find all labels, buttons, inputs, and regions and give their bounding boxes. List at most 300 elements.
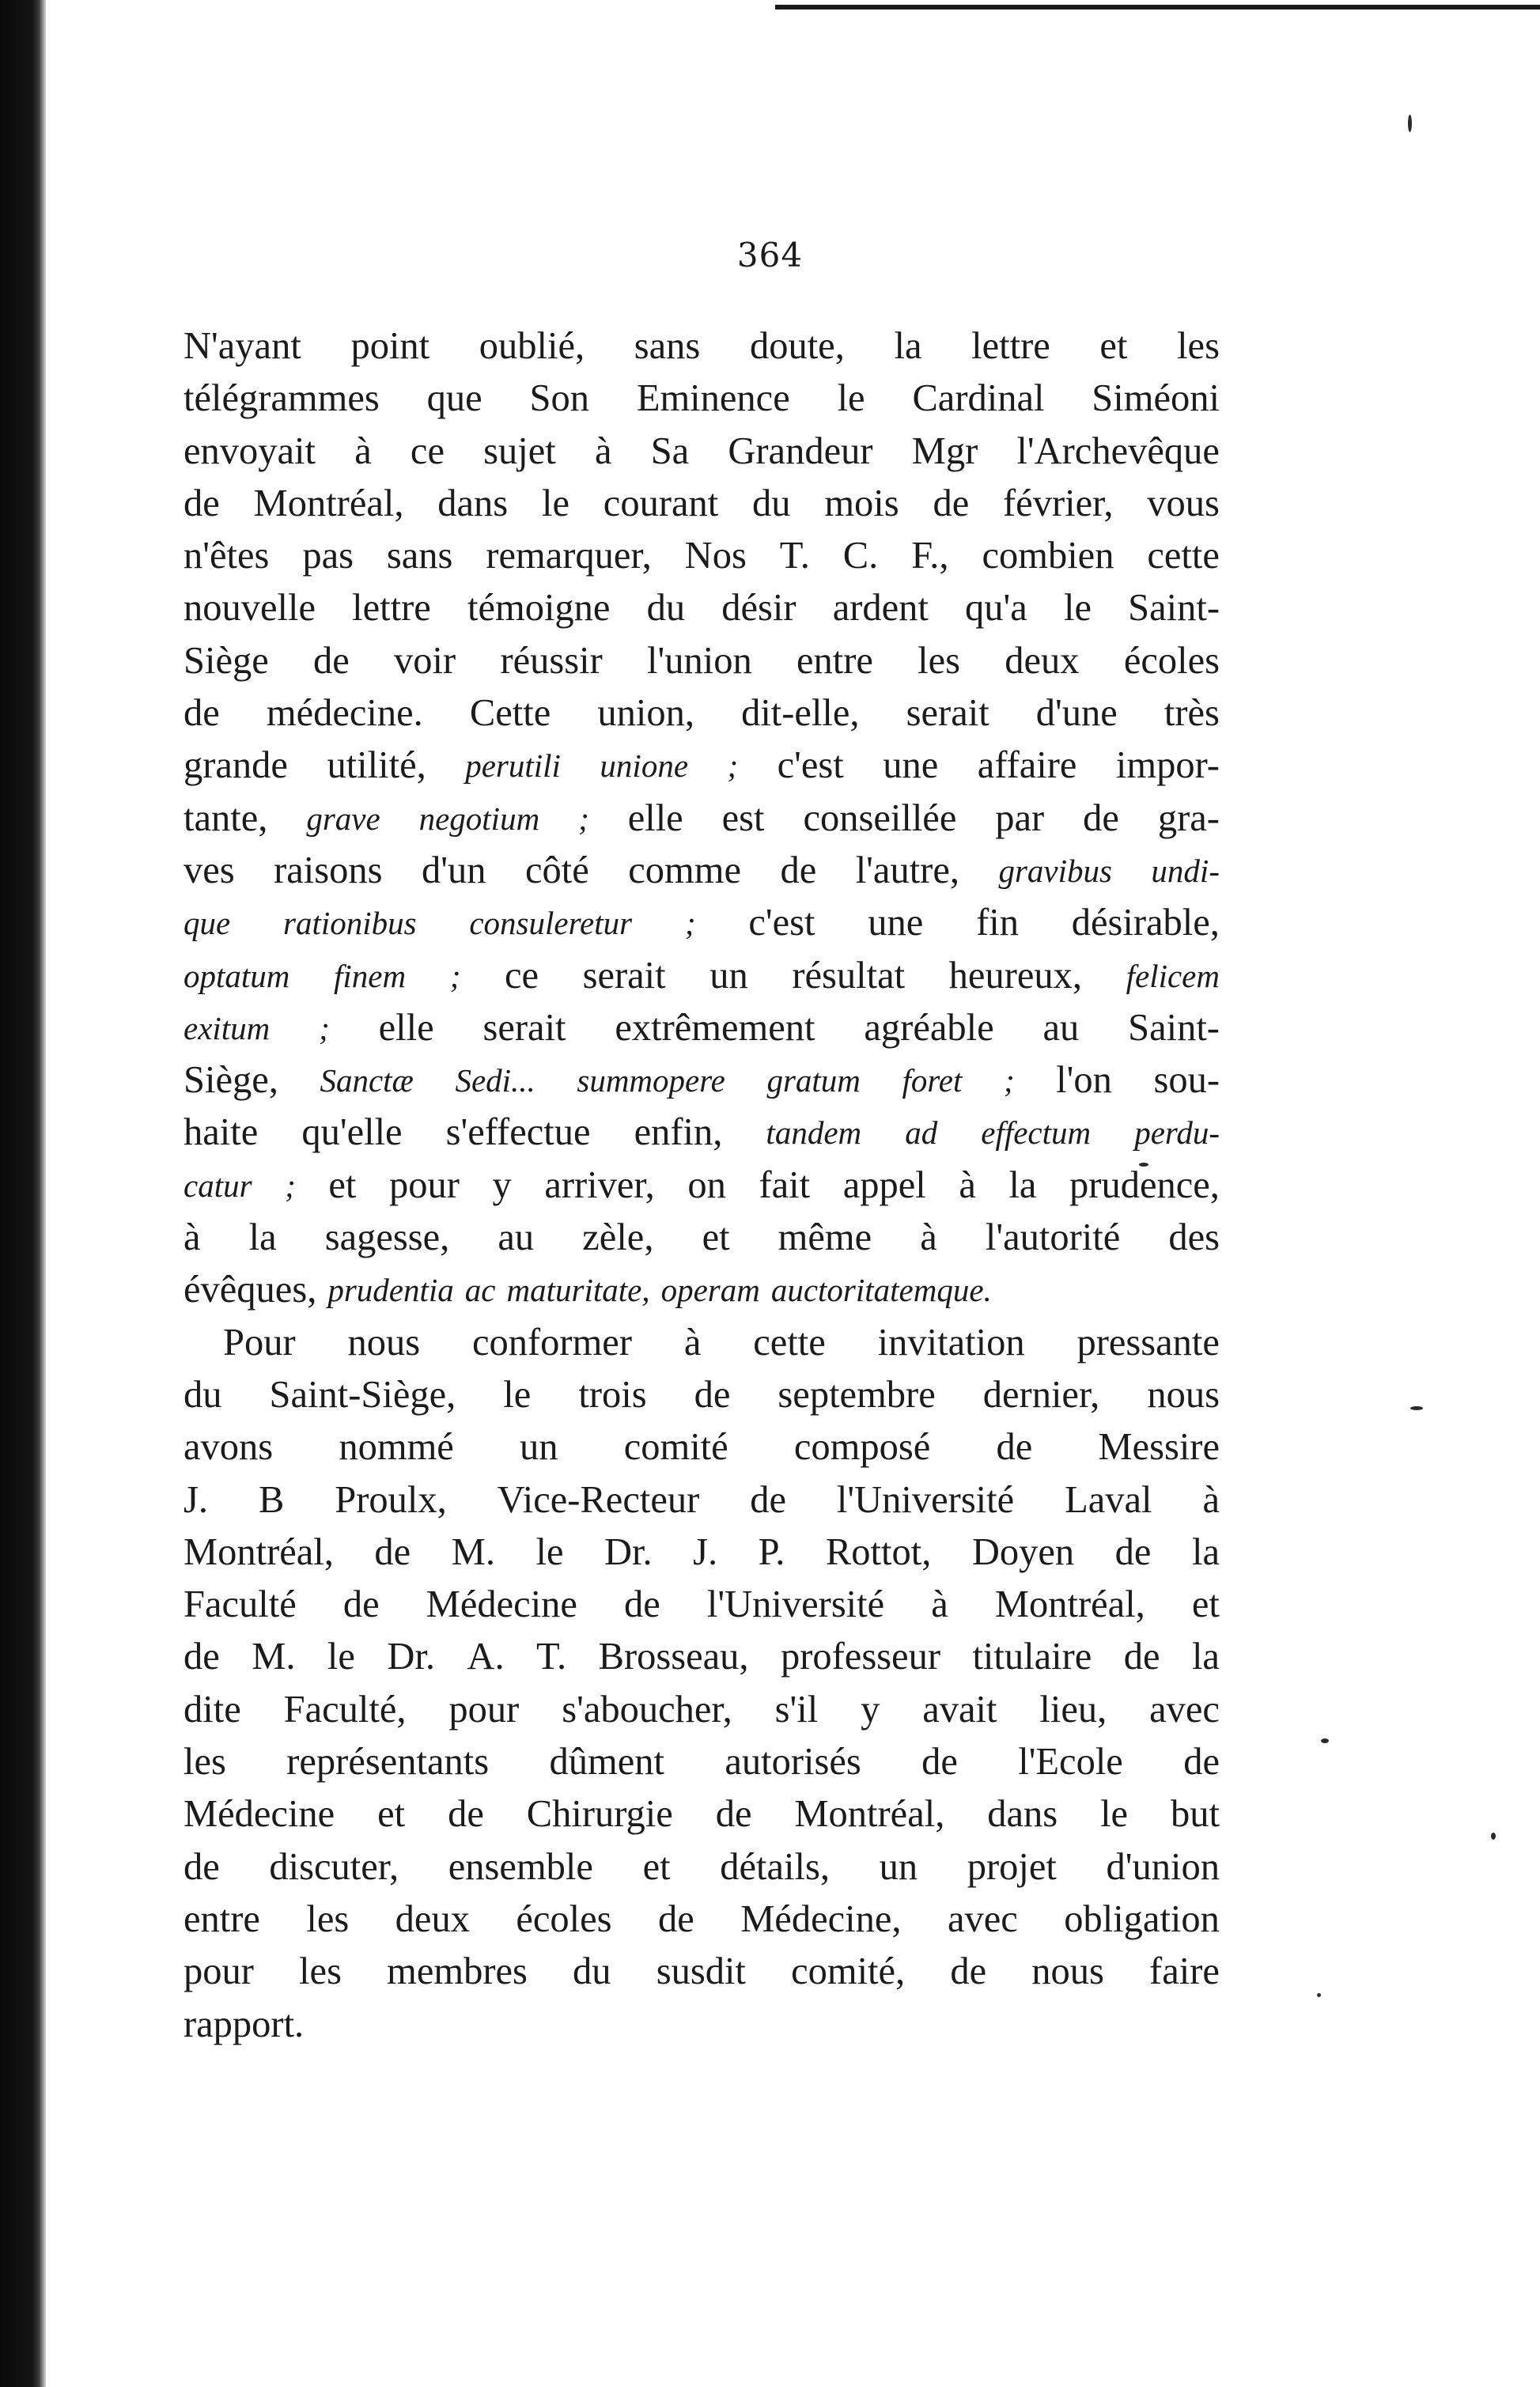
word: rapport. bbox=[184, 2003, 305, 2045]
text-line bbox=[184, 1212, 1220, 1264]
word: du bbox=[184, 1373, 222, 1416]
word: M. bbox=[252, 1636, 296, 1678]
text-line bbox=[184, 373, 1220, 425]
word: Nos bbox=[684, 535, 747, 577]
word: Médecine, bbox=[740, 1897, 902, 1940]
word: s'aboucher, bbox=[562, 1688, 732, 1731]
word: Brosseau, bbox=[598, 1636, 749, 1678]
latin-word: summopere bbox=[577, 1062, 725, 1099]
word: haite bbox=[184, 1111, 259, 1154]
scan-speck bbox=[1491, 1833, 1496, 1840]
word: de bbox=[996, 1426, 1033, 1469]
word: le bbox=[1100, 1793, 1129, 1836]
word: est bbox=[721, 796, 765, 839]
word: lettre bbox=[352, 587, 431, 630]
word: de bbox=[184, 482, 220, 524]
word: des bbox=[1168, 1216, 1220, 1259]
word: fait bbox=[759, 1163, 811, 1206]
latin-word: effectum bbox=[981, 1114, 1092, 1152]
word: d'union bbox=[1106, 1845, 1220, 1888]
text-line bbox=[184, 950, 1220, 1002]
word: à bbox=[959, 1163, 976, 1206]
word: l'Archevêque bbox=[1016, 429, 1220, 472]
latin-word: negotium bbox=[418, 800, 540, 837]
paragraph bbox=[184, 320, 1220, 1317]
word: de bbox=[342, 1583, 380, 1626]
word: et bbox=[328, 1163, 357, 1206]
word: de bbox=[1183, 1741, 1220, 1784]
word: composé bbox=[793, 1426, 931, 1469]
word: T. bbox=[536, 1636, 567, 1678]
word: Cette bbox=[469, 692, 551, 735]
word: à bbox=[920, 1216, 937, 1259]
word: à bbox=[594, 429, 612, 472]
word: au bbox=[1042, 1006, 1080, 1049]
word: comité, bbox=[791, 1950, 906, 1993]
word: l'on bbox=[1056, 1059, 1112, 1102]
word: la bbox=[1191, 1636, 1220, 1678]
word: Siméoni bbox=[1092, 377, 1220, 420]
word: agréable bbox=[864, 1006, 994, 1049]
text-line bbox=[184, 1002, 1220, 1054]
word: résultat bbox=[792, 954, 906, 997]
word: les bbox=[299, 1950, 342, 1993]
word: utilité, bbox=[327, 744, 426, 787]
word: sou- bbox=[1153, 1059, 1220, 1102]
latin-word: que bbox=[184, 905, 231, 942]
word: l'Ecole bbox=[1018, 1741, 1123, 1784]
text-line bbox=[184, 1317, 1220, 1369]
word: avons bbox=[184, 1426, 274, 1469]
word: dit-elle, bbox=[741, 692, 860, 735]
word: deux bbox=[1005, 639, 1080, 682]
word: et bbox=[642, 1845, 671, 1888]
word: autorisés bbox=[725, 1741, 861, 1784]
word: ves bbox=[184, 849, 235, 891]
top-edge-rule bbox=[775, 5, 1540, 9]
word: et bbox=[1099, 325, 1128, 367]
word: le bbox=[503, 1373, 532, 1416]
word: projet bbox=[967, 1845, 1057, 1888]
word: les bbox=[306, 1897, 350, 1940]
text-line bbox=[184, 687, 1220, 740]
word: dans bbox=[987, 1793, 1058, 1836]
word: les bbox=[918, 639, 961, 682]
text-line bbox=[184, 1264, 1220, 1316]
word: la bbox=[1008, 1163, 1037, 1206]
word: pour bbox=[389, 1163, 460, 1206]
word: télégrammes bbox=[184, 377, 380, 420]
word: faire bbox=[1149, 1950, 1220, 1993]
word: F., bbox=[911, 535, 949, 577]
text-line bbox=[184, 1579, 1220, 1631]
word: susdit bbox=[656, 1950, 746, 1993]
word: Laval bbox=[1065, 1478, 1152, 1521]
text-line bbox=[184, 582, 1220, 634]
word: l'autorité bbox=[985, 1216, 1121, 1259]
word: qu'a bbox=[965, 587, 1027, 630]
word: serait bbox=[906, 692, 989, 735]
word: mois bbox=[824, 482, 899, 524]
word: on bbox=[687, 1163, 726, 1206]
word: de bbox=[933, 482, 970, 524]
word: Médecine bbox=[426, 1583, 577, 1626]
text-line bbox=[184, 1421, 1220, 1473]
word: de bbox=[1123, 1636, 1160, 1678]
text-line bbox=[184, 1474, 1220, 1526]
text-line bbox=[184, 1106, 1220, 1159]
word: extrêmement bbox=[615, 1006, 815, 1049]
word: février, bbox=[1003, 482, 1114, 524]
word: très bbox=[1164, 692, 1220, 735]
text-line bbox=[184, 793, 1220, 845]
word: arriver, bbox=[544, 1163, 655, 1206]
text-line bbox=[184, 1946, 1220, 1998]
word: d'un bbox=[422, 849, 486, 891]
word: y bbox=[492, 1163, 512, 1206]
latin-word: tandem bbox=[766, 1114, 862, 1152]
word: même bbox=[778, 1216, 872, 1259]
word: l'Université bbox=[836, 1478, 1015, 1521]
text-line bbox=[184, 1788, 1220, 1840]
word: ensemble bbox=[448, 1845, 593, 1888]
text-line bbox=[184, 845, 1220, 897]
latin-word: perdu- bbox=[1134, 1114, 1220, 1152]
word: de bbox=[184, 692, 220, 735]
word: Doyen bbox=[971, 1530, 1075, 1573]
word: côté bbox=[524, 849, 589, 891]
word: de bbox=[184, 1636, 220, 1678]
word: à bbox=[931, 1583, 948, 1626]
word: dite bbox=[184, 1688, 241, 1731]
word: doute, bbox=[749, 325, 845, 367]
word: sujet bbox=[483, 429, 556, 472]
word: au bbox=[498, 1216, 535, 1259]
word: de bbox=[1083, 796, 1119, 839]
word: but bbox=[1171, 1793, 1220, 1836]
latin-word: ; bbox=[319, 1009, 330, 1046]
word: M. bbox=[451, 1530, 495, 1573]
word: envoyait bbox=[184, 429, 316, 472]
word: Vice-Recteur bbox=[497, 1478, 700, 1521]
text-line bbox=[184, 740, 1220, 792]
word: vous bbox=[1147, 482, 1220, 524]
word: Eminence bbox=[636, 377, 790, 420]
word: s'effectue bbox=[445, 1111, 591, 1154]
word: professeur bbox=[780, 1636, 940, 1678]
word: nommé bbox=[339, 1426, 454, 1469]
latin-word: operam bbox=[660, 1272, 760, 1309]
latin-word: ; bbox=[727, 747, 739, 785]
word: écoles bbox=[516, 1897, 612, 1940]
text-line bbox=[184, 635, 1220, 687]
word: C. bbox=[842, 535, 879, 577]
word: de bbox=[374, 1530, 411, 1573]
word: pas bbox=[302, 535, 354, 577]
latin-word: ; bbox=[449, 957, 461, 994]
text-line bbox=[184, 530, 1220, 582]
word: de bbox=[950, 1950, 987, 1993]
word: médecine. bbox=[266, 692, 423, 735]
word: ardent bbox=[832, 587, 929, 630]
latin-word: finem bbox=[334, 957, 407, 994]
latin-word: Sedi... bbox=[455, 1062, 535, 1099]
word: Montréal, bbox=[184, 1530, 334, 1573]
text-line bbox=[184, 1631, 1220, 1683]
word: c'est bbox=[777, 744, 844, 787]
word: tante, bbox=[184, 796, 268, 839]
word: conseillée bbox=[803, 796, 957, 839]
word: comité bbox=[623, 1426, 728, 1469]
text-line bbox=[184, 320, 1220, 373]
word: fin bbox=[976, 902, 1019, 944]
word: elle bbox=[627, 796, 683, 839]
word: invitation bbox=[877, 1321, 1025, 1364]
word: membres bbox=[387, 1950, 528, 1993]
word: n'êtes bbox=[184, 535, 270, 577]
word: Mgr bbox=[911, 429, 978, 472]
word: l'autre, bbox=[855, 849, 959, 891]
word: trois bbox=[578, 1373, 647, 1416]
word: du bbox=[752, 482, 791, 524]
word: T. bbox=[779, 535, 810, 577]
word: du bbox=[646, 587, 686, 630]
word: Montréal, bbox=[794, 1793, 945, 1836]
word: de bbox=[694, 1373, 731, 1416]
word: les bbox=[1177, 325, 1220, 367]
word: courant bbox=[603, 482, 719, 524]
word: un bbox=[520, 1426, 558, 1469]
word: ce bbox=[504, 954, 539, 997]
word: appel bbox=[842, 1163, 926, 1206]
word: zèle, bbox=[582, 1216, 654, 1259]
word: qu'elle bbox=[301, 1111, 403, 1154]
word: lettre bbox=[971, 325, 1050, 367]
word: s'il bbox=[774, 1688, 819, 1731]
word: J. bbox=[693, 1530, 718, 1573]
word: Médecine bbox=[184, 1793, 335, 1836]
latin-word: ; bbox=[285, 1167, 296, 1204]
word: impor- bbox=[1115, 744, 1220, 787]
word: de bbox=[780, 849, 817, 891]
word: les bbox=[184, 1741, 226, 1784]
word: un bbox=[879, 1845, 918, 1888]
word: évêques, bbox=[184, 1269, 317, 1311]
word: l'union bbox=[647, 639, 752, 682]
word: pressante bbox=[1076, 1321, 1220, 1364]
word: septembre bbox=[778, 1373, 936, 1416]
word: nous bbox=[1147, 1373, 1220, 1416]
word: enfin, bbox=[634, 1111, 723, 1154]
word: du bbox=[573, 1950, 611, 1993]
text-line bbox=[184, 1159, 1220, 1212]
word: désir bbox=[721, 587, 796, 630]
latin-word: undi- bbox=[1151, 852, 1220, 889]
text-line bbox=[184, 426, 1220, 478]
word: c'est bbox=[748, 902, 815, 944]
latin-word: felicem bbox=[1126, 957, 1220, 994]
text-line bbox=[184, 1054, 1220, 1106]
body-text bbox=[184, 320, 1220, 2051]
word: de bbox=[657, 1897, 694, 1940]
word: Cardinal bbox=[912, 377, 1045, 420]
word: avait bbox=[922, 1688, 997, 1731]
word: de bbox=[1114, 1530, 1152, 1573]
text-line bbox=[184, 1369, 1220, 1421]
scan-speck bbox=[1321, 1738, 1329, 1743]
word: union, bbox=[597, 692, 694, 735]
word: oublié, bbox=[479, 325, 585, 367]
word: un bbox=[709, 954, 748, 997]
latin-word: auctoritatemque. bbox=[770, 1272, 992, 1309]
word: discuter, bbox=[269, 1845, 399, 1888]
text-line bbox=[184, 1893, 1220, 1946]
word: témoigne bbox=[467, 587, 611, 630]
word: le bbox=[1063, 587, 1092, 630]
text-line bbox=[184, 1841, 1220, 1893]
latin-word: gravibus bbox=[998, 852, 1112, 889]
latin-word: gratum bbox=[766, 1062, 861, 1099]
text-line bbox=[184, 478, 1220, 530]
word: lieu, bbox=[1039, 1688, 1107, 1731]
word: représentants bbox=[286, 1741, 490, 1784]
word: Messire bbox=[1098, 1426, 1220, 1469]
word: J. bbox=[184, 1478, 208, 1521]
text-line bbox=[184, 897, 1220, 949]
word: Pour bbox=[223, 1321, 296, 1364]
word: combien bbox=[982, 535, 1114, 577]
latin-word: ; bbox=[578, 800, 589, 837]
word: Dr. bbox=[387, 1636, 435, 1678]
latin-word: grave bbox=[306, 800, 380, 837]
word: Montréal, bbox=[994, 1583, 1145, 1626]
word: conformer bbox=[472, 1321, 632, 1364]
word: nouvelle bbox=[184, 587, 316, 630]
word: raisons bbox=[274, 849, 383, 891]
word: Faculté, bbox=[283, 1688, 407, 1731]
word: pour bbox=[184, 1950, 254, 1993]
word: avec bbox=[947, 1897, 1018, 1940]
word: deux bbox=[395, 1897, 470, 1940]
word: sans bbox=[634, 325, 701, 367]
word: Son bbox=[529, 377, 589, 420]
word: de bbox=[624, 1583, 660, 1626]
word: par bbox=[995, 796, 1045, 839]
word: Dr. bbox=[604, 1530, 653, 1573]
word: point bbox=[350, 325, 430, 367]
latin-word: exitum bbox=[184, 1009, 271, 1046]
word: à bbox=[683, 1321, 702, 1364]
word: Chirurgie bbox=[526, 1793, 673, 1836]
word: le bbox=[541, 482, 569, 524]
latin-word: optatum bbox=[184, 957, 290, 994]
text-line bbox=[184, 1736, 1220, 1788]
latin-word: prudentia bbox=[327, 1272, 454, 1309]
text-line bbox=[184, 1684, 1220, 1736]
word: réussir bbox=[500, 639, 603, 682]
word: de bbox=[921, 1741, 958, 1784]
word: le bbox=[327, 1636, 355, 1678]
word: le bbox=[535, 1530, 564, 1573]
word: heureux, bbox=[948, 954, 1083, 997]
word: de bbox=[750, 1478, 786, 1521]
word: elle bbox=[378, 1006, 434, 1049]
word: une bbox=[883, 744, 939, 787]
word: détails, bbox=[720, 1845, 830, 1888]
page-number: 364 bbox=[736, 236, 804, 274]
word: affaire bbox=[977, 744, 1077, 787]
word: de bbox=[448, 1793, 484, 1836]
word: serait bbox=[482, 1006, 566, 1049]
word: voir bbox=[394, 639, 456, 682]
word: de bbox=[313, 639, 350, 682]
latin-word: ad bbox=[905, 1114, 938, 1152]
word: cette bbox=[1147, 535, 1220, 577]
word: Saint- bbox=[1128, 587, 1220, 630]
word: Siège, bbox=[184, 1059, 278, 1102]
latin-word: foret bbox=[902, 1062, 963, 1099]
latin-word: consuleretur bbox=[469, 905, 633, 942]
word: dans bbox=[437, 482, 509, 524]
word: obligation bbox=[1064, 1897, 1220, 1940]
word: de bbox=[184, 1845, 220, 1888]
word: nous bbox=[1031, 1950, 1104, 1993]
word: entre bbox=[184, 1897, 260, 1940]
word: Saint- bbox=[1128, 1006, 1220, 1049]
word: d'une bbox=[1035, 692, 1118, 735]
latin-word: ; bbox=[684, 905, 696, 942]
word: et bbox=[1191, 1583, 1220, 1626]
word: titulaire bbox=[972, 1636, 1092, 1678]
word: sagesse, bbox=[324, 1216, 450, 1259]
word: une bbox=[868, 902, 924, 944]
word: sans bbox=[386, 535, 453, 577]
word: Rottot, bbox=[825, 1530, 932, 1573]
word: comme bbox=[628, 849, 741, 891]
word: dernier, bbox=[982, 1373, 1100, 1416]
word: que bbox=[426, 377, 482, 420]
text-line bbox=[184, 1999, 1220, 2051]
word: l'Université bbox=[706, 1583, 885, 1626]
scan-speck bbox=[1317, 1993, 1321, 1997]
word: grande bbox=[184, 744, 288, 787]
word: et bbox=[377, 1793, 406, 1836]
text-line bbox=[184, 1526, 1220, 1579]
latin-word: ; bbox=[1003, 1062, 1015, 1099]
word: à bbox=[354, 429, 372, 472]
latin-word: perutili bbox=[465, 747, 561, 785]
word: de bbox=[715, 1793, 752, 1836]
word: la bbox=[894, 325, 922, 367]
latin-word: maturitate, bbox=[506, 1272, 650, 1309]
word: P. bbox=[758, 1530, 785, 1573]
word: Proulx, bbox=[335, 1478, 447, 1521]
word: et bbox=[702, 1216, 730, 1259]
word: nous bbox=[347, 1321, 421, 1364]
word: prudence, bbox=[1069, 1163, 1220, 1206]
word: N'ayant bbox=[184, 325, 301, 367]
scan-speck bbox=[1408, 115, 1412, 132]
word: le bbox=[837, 377, 865, 420]
word: Montréal, bbox=[253, 482, 404, 524]
word: la bbox=[1191, 1530, 1220, 1573]
latin-word: rationibus bbox=[282, 905, 417, 942]
word: à bbox=[1202, 1478, 1220, 1521]
word: ce bbox=[410, 429, 445, 472]
word: Grandeur bbox=[728, 429, 873, 472]
word: gra- bbox=[1157, 796, 1220, 839]
binding-edge bbox=[0, 0, 46, 2387]
